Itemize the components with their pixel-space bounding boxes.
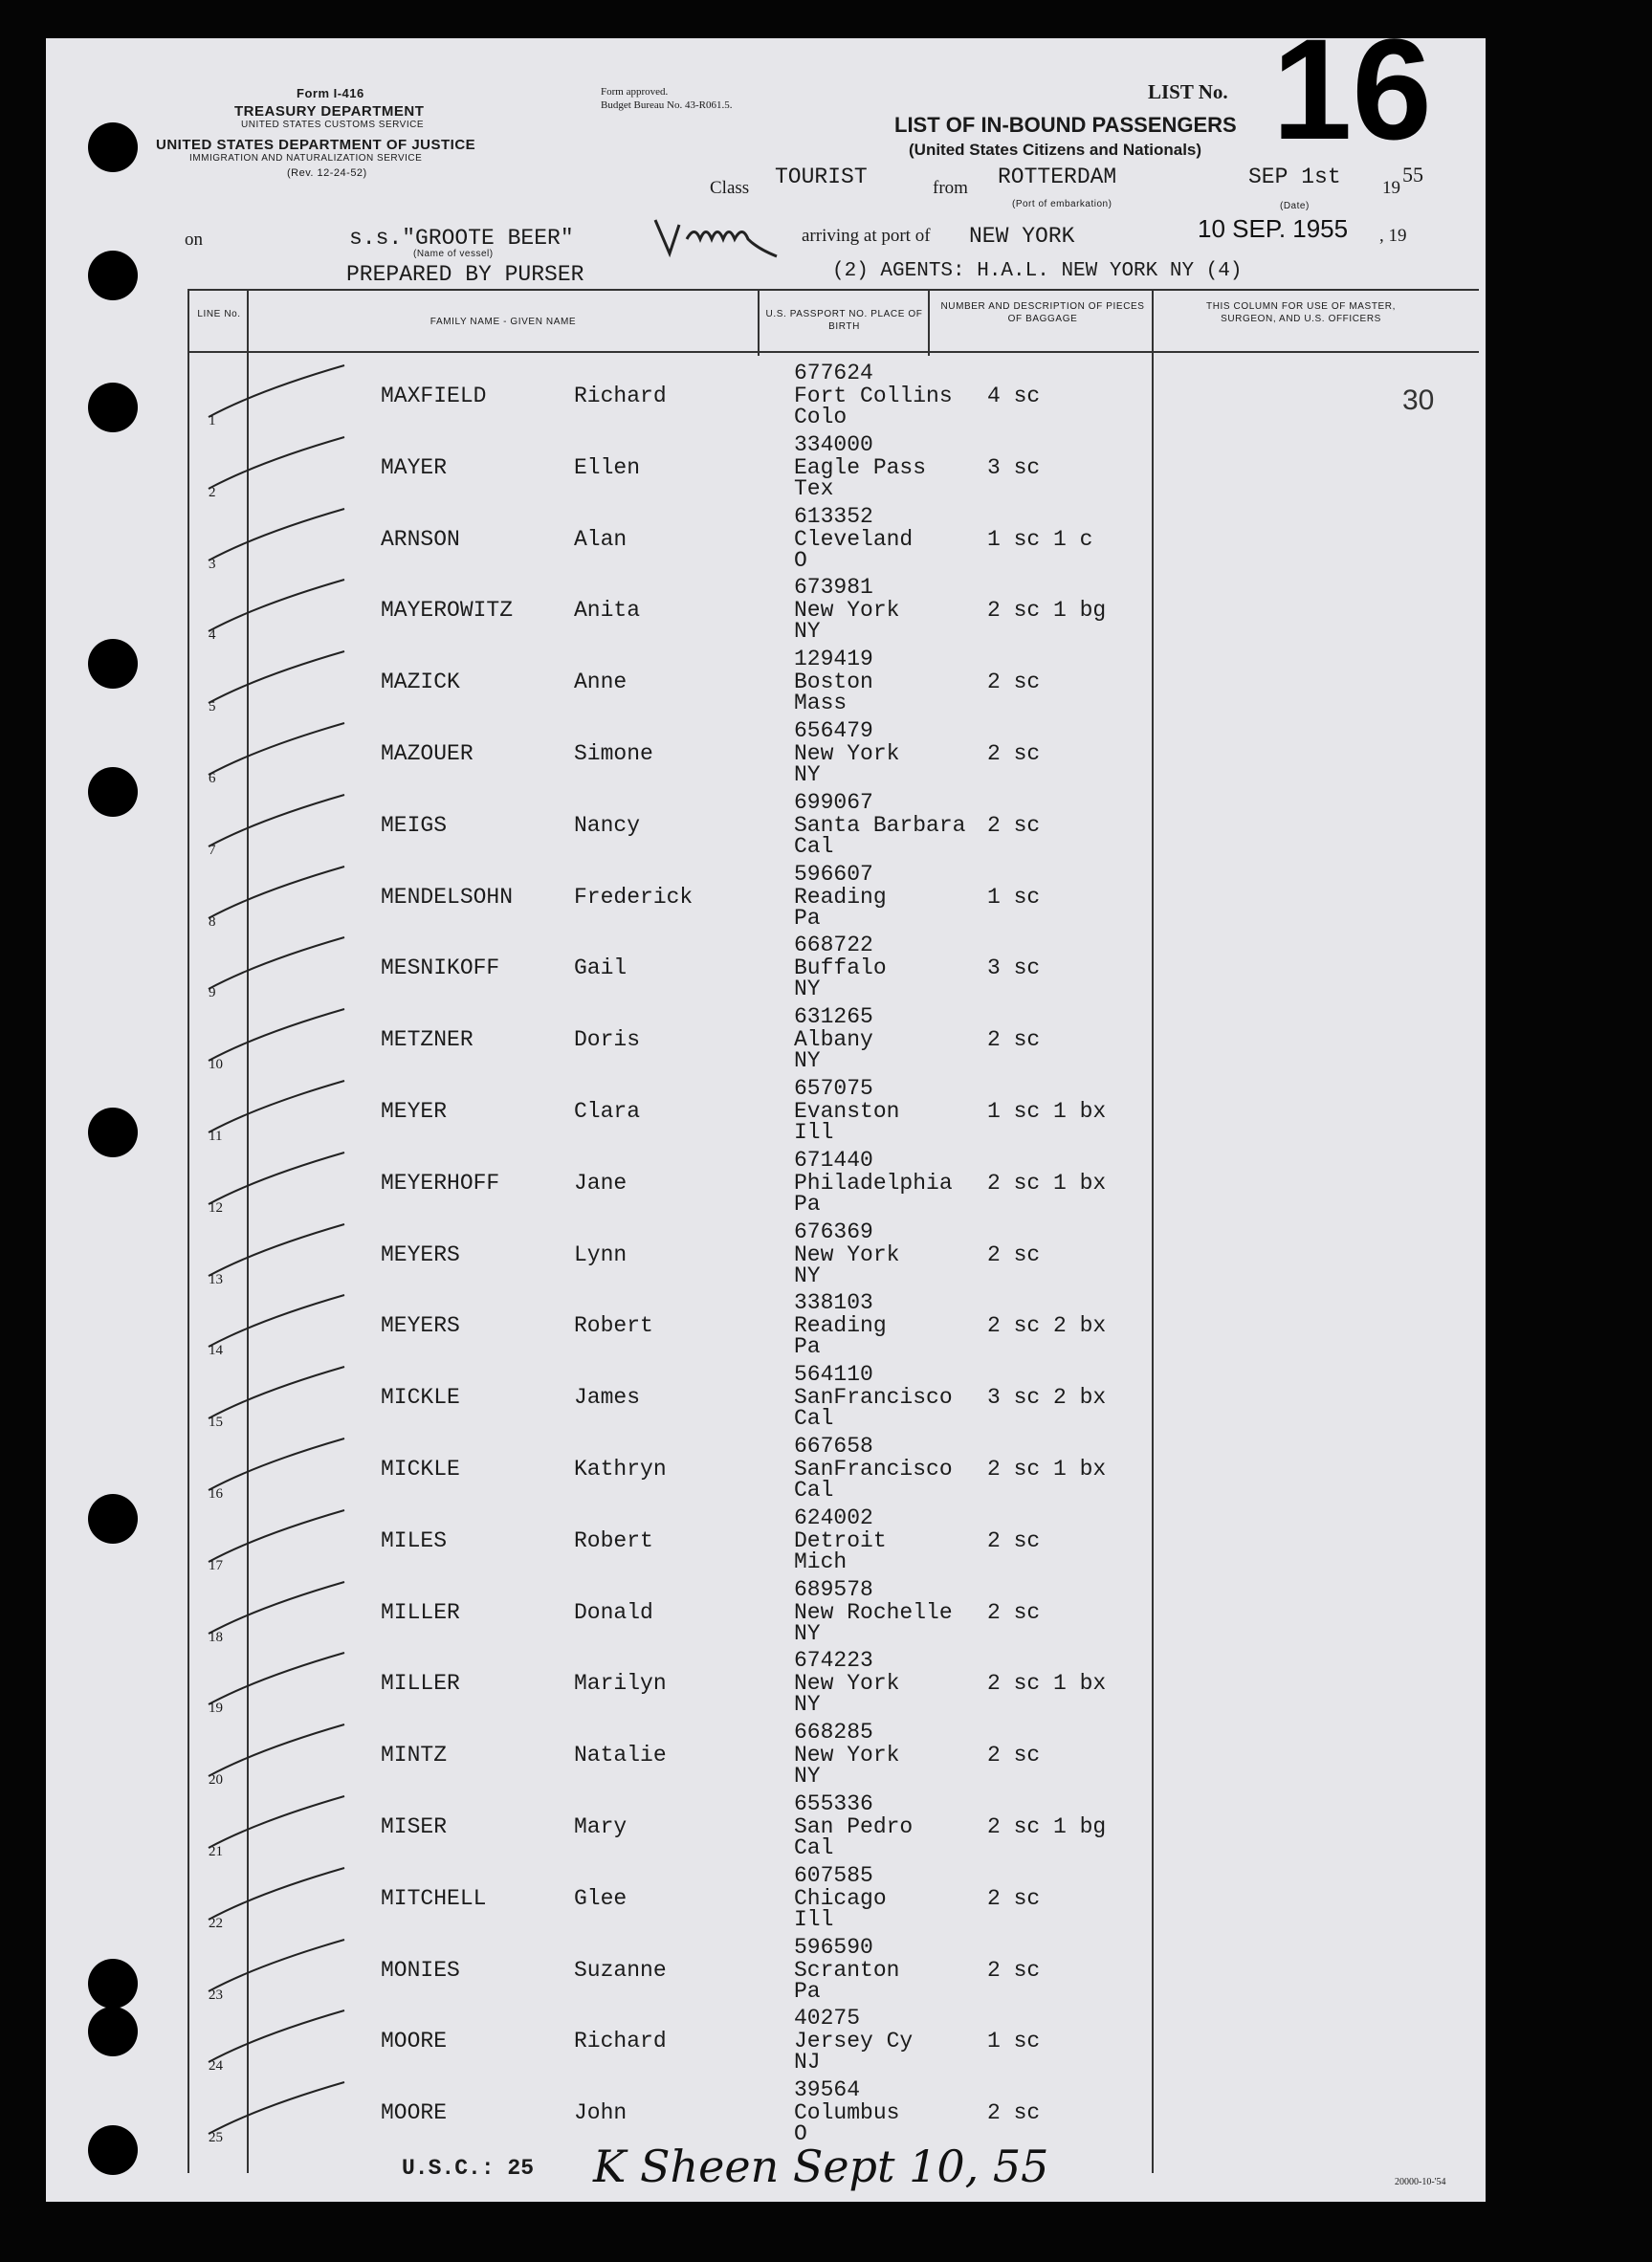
col-line-no: LINE No. xyxy=(197,309,241,319)
line-number: 2 xyxy=(209,485,216,500)
passport-number: 677624 xyxy=(794,361,873,385)
baggage: 2 sc xyxy=(987,670,1041,694)
given-name: Ellen xyxy=(574,455,641,480)
family-name: METZNER xyxy=(381,1027,474,1052)
line-number: 23 xyxy=(209,1987,223,2003)
officer-signature: K Sheen Sept 10, 55 xyxy=(593,2141,1049,2192)
table-row xyxy=(0,2006,1440,2087)
birth-state: NY xyxy=(794,1263,821,1288)
line-number: 12 xyxy=(209,1200,223,1216)
check-mark xyxy=(201,433,383,491)
table-row xyxy=(0,1219,1440,1301)
family-name: MINTZ xyxy=(381,1743,448,1768)
family-name: MICKLE xyxy=(381,1457,460,1482)
line-number: 18 xyxy=(209,1630,223,1645)
table-row xyxy=(0,1004,1440,1086)
line-number: 1 xyxy=(209,413,216,428)
line-number: 5 xyxy=(209,699,216,714)
baggage: 2 sc xyxy=(987,1242,1041,1267)
arriving-label: arriving at port of xyxy=(802,226,931,246)
baggage: 4 sc xyxy=(987,384,1041,408)
line-number: 24 xyxy=(209,2058,223,2074)
family-name: MONIES xyxy=(381,1958,460,1983)
table-row xyxy=(0,1648,1440,1729)
family-name: MICKLE xyxy=(381,1385,460,1410)
baggage: 2 sc 1 bx xyxy=(987,1457,1107,1482)
table-row xyxy=(0,1935,1440,2016)
birth-city: New York xyxy=(794,1671,900,1696)
baggage: 3 sc 2 bx xyxy=(987,1385,1107,1410)
line-number: 17 xyxy=(209,1558,223,1573)
table-top-rule xyxy=(187,289,1479,291)
birth-city: Detroit xyxy=(794,1528,887,1553)
check-mark xyxy=(201,505,383,562)
passport-number: 39564 xyxy=(794,2077,861,2102)
table-row xyxy=(0,504,1440,585)
check-mark xyxy=(201,1936,383,1993)
baggage: 2 sc 2 bx xyxy=(987,1313,1107,1338)
passport-number: 631265 xyxy=(794,1004,873,1029)
birth-state: Cal xyxy=(794,1478,834,1503)
line-number: 10 xyxy=(209,1057,223,1072)
line-number: 7 xyxy=(209,843,216,858)
uscc-count: U.S.C.: 25 xyxy=(402,2156,535,2181)
arrival-date-stamp: 10 SEP. 1955 xyxy=(1198,214,1349,243)
baggage: 2 sc xyxy=(987,1743,1041,1768)
check-mark xyxy=(201,1005,383,1063)
check-mark xyxy=(201,1291,383,1349)
baggage: 2 sc xyxy=(987,741,1041,766)
birth-city: Eagle Pass xyxy=(794,455,927,480)
birth-city: Reading xyxy=(794,885,887,910)
table-row xyxy=(0,862,1440,943)
from-label: from xyxy=(933,178,968,198)
baggage: 2 sc 1 bg xyxy=(987,1814,1107,1839)
table-row xyxy=(0,361,1440,442)
birth-city: Buffalo xyxy=(794,955,887,980)
given-name: Anita xyxy=(574,598,641,623)
family-name: MAYER xyxy=(381,455,448,480)
birth-city: Chicago xyxy=(794,1886,887,1911)
given-name: Gail xyxy=(574,955,628,980)
check-mark xyxy=(201,1649,383,1706)
table-row xyxy=(0,1076,1440,1157)
year-prefix: 19 xyxy=(1382,178,1400,198)
line-number: 6 xyxy=(209,771,216,786)
passport-number: 673981 xyxy=(794,575,873,600)
on-label: on xyxy=(185,230,203,250)
passport-number: 334000 xyxy=(794,432,873,457)
birth-city: Philadelphia xyxy=(794,1171,953,1196)
check-mark xyxy=(201,933,383,991)
birth-state: NY xyxy=(794,977,821,1001)
class-label: Class xyxy=(710,178,750,198)
check-mark xyxy=(201,1149,383,1206)
birth-city: SanFrancisco xyxy=(794,1385,953,1410)
family-name: MEYERS xyxy=(381,1313,460,1338)
birth-city: San Pedro xyxy=(794,1814,914,1839)
family-name: MOORE xyxy=(381,2029,448,2053)
baggage: 2 sc 1 bg xyxy=(987,598,1107,623)
given-name: Suzanne xyxy=(574,1958,667,1983)
passport-number: 607585 xyxy=(794,1863,873,1888)
birth-state: NY xyxy=(794,1764,821,1789)
col-name: FAMILY NAME - GIVEN NAME xyxy=(430,317,577,327)
table-row xyxy=(0,1434,1440,1515)
table-row xyxy=(0,1362,1440,1443)
birth-state: Mass xyxy=(794,691,848,715)
family-name: MILLER xyxy=(381,1600,460,1625)
form-subtitle: (United States Citizens and Nationals) xyxy=(909,141,1202,159)
birth-state: Pa xyxy=(794,1192,821,1217)
handwritten-scribble xyxy=(650,210,794,277)
birth-city: Evanston xyxy=(794,1099,900,1124)
given-name: Richard xyxy=(574,2029,667,2053)
col-baggage: NUMBER AND DESCRIPTION OF PIECES OF BAGGAGE xyxy=(940,301,1145,324)
check-mark xyxy=(201,1506,383,1564)
justice-dept: UNITED STATES DEPARTMENT OF JUSTICE xyxy=(156,137,476,153)
check-mark xyxy=(201,648,383,705)
passport-number: 674223 xyxy=(794,1648,873,1673)
given-name: Mary xyxy=(574,1814,628,1839)
birth-state: Ill xyxy=(794,1907,834,1932)
birth-city: New York xyxy=(794,1743,900,1768)
birth-city: Columbus xyxy=(794,2100,900,2125)
table-row xyxy=(0,432,1440,514)
birth-city: SanFrancisco xyxy=(794,1457,953,1482)
passport-number: 624002 xyxy=(794,1505,873,1530)
birth-state: O xyxy=(794,2121,807,2146)
given-name: Natalie xyxy=(574,1743,667,1768)
baggage: 1 sc xyxy=(987,2029,1041,2053)
given-name: Jane xyxy=(574,1171,628,1196)
birth-city: Cleveland xyxy=(794,527,914,552)
birth-state: NY xyxy=(794,762,821,787)
birth-city: Albany xyxy=(794,1027,873,1052)
birth-city: New Rochelle xyxy=(794,1600,953,1625)
baggage: 1 sc 1 bx xyxy=(987,1099,1107,1124)
check-mark xyxy=(201,791,383,848)
baggage: 2 sc xyxy=(987,1958,1041,1983)
given-name: Kathryn xyxy=(574,1457,667,1482)
list-number: 16 xyxy=(1272,9,1432,169)
vessel-name: s.s."GROOTE BEER" xyxy=(349,226,574,251)
birth-state: O xyxy=(794,548,807,573)
print-code: 20000-10-'54 xyxy=(1395,2177,1446,2187)
passport-number: 676369 xyxy=(794,1219,873,1244)
baggage: 2 sc 1 bx xyxy=(987,1671,1107,1696)
arrival-port: NEW YORK xyxy=(969,224,1075,249)
birth-city: Reading xyxy=(794,1313,887,1338)
col-officers: THIS COLUMN FOR USE OF MASTER, SURGEON, AND U.S. OFFICERS xyxy=(1205,301,1396,324)
baggage: 2 sc xyxy=(987,1886,1041,1911)
birth-state: NY xyxy=(794,1692,821,1717)
birth-state: Pa xyxy=(794,1334,821,1359)
family-name: MEIGS xyxy=(381,813,448,838)
line-number: 9 xyxy=(209,985,216,1000)
table-row xyxy=(0,790,1440,871)
birth-state: NY xyxy=(794,1621,821,1646)
binder-hole xyxy=(88,122,138,172)
check-mark xyxy=(201,1792,383,1850)
form-approved: Form approved. xyxy=(601,86,669,98)
table-row xyxy=(0,1148,1440,1229)
birth-state: Tex xyxy=(794,476,834,501)
birth-city: Santa Barbara xyxy=(794,813,966,838)
birth-state: NY xyxy=(794,619,821,644)
baggage: 2 sc xyxy=(987,2100,1041,2125)
birth-state: Pa xyxy=(794,1979,821,2004)
line-number: 16 xyxy=(209,1486,223,1502)
given-name: Richard xyxy=(574,384,667,408)
line-number: 21 xyxy=(209,1844,223,1859)
budget-bureau: Budget Bureau No. 43-R061.5. xyxy=(601,99,733,111)
date-label: (Date) xyxy=(1280,201,1310,211)
passport-number: 613352 xyxy=(794,504,873,529)
given-name: Robert xyxy=(574,1313,653,1338)
passport-number: 699067 xyxy=(794,790,873,815)
passport-number: 40275 xyxy=(794,2006,861,2031)
check-mark xyxy=(201,1077,383,1134)
given-name: John xyxy=(574,2100,628,2125)
revision: (Rev. 12-24-52) xyxy=(287,167,367,179)
prepared-by: PREPARED BY PURSER xyxy=(346,262,584,287)
birth-city: Boston xyxy=(794,670,873,694)
given-name: Donald xyxy=(574,1600,653,1625)
check-mark xyxy=(201,719,383,777)
birth-state: Colo xyxy=(794,405,848,429)
year2: , 19 xyxy=(1379,226,1407,246)
family-name: MEYER xyxy=(381,1099,448,1124)
baggage: 3 sc xyxy=(987,455,1041,480)
from-value: ROTTERDAM xyxy=(998,165,1117,189)
baggage: 2 sc xyxy=(987,813,1041,838)
line-number: 13 xyxy=(209,1272,223,1287)
family-name: MISER xyxy=(381,1814,448,1839)
birth-state: NJ xyxy=(794,2050,821,2075)
birth-state: Cal xyxy=(794,1406,834,1431)
passport-number: 655336 xyxy=(794,1791,873,1816)
birth-state: Cal xyxy=(794,834,834,859)
col-passport: U.S. PASSPORT NO. PLACE OF BIRTH xyxy=(765,309,923,332)
check-mark xyxy=(201,1363,383,1420)
family-name: MOORE xyxy=(381,2100,448,2125)
table-row xyxy=(0,933,1440,1014)
given-name: Frederick xyxy=(574,885,694,910)
table-row xyxy=(0,1720,1440,1801)
form-number: Form I-416 xyxy=(297,86,364,100)
check-mark xyxy=(201,362,383,419)
given-name: Robert xyxy=(574,1528,653,1553)
family-name: MILES xyxy=(381,1528,448,1553)
family-name: MEYERS xyxy=(381,1242,460,1267)
check-mark xyxy=(201,1578,383,1636)
binder-hole xyxy=(88,251,138,300)
line-number: 22 xyxy=(209,1916,223,1931)
given-name: Nancy xyxy=(574,813,641,838)
passport-number: 668285 xyxy=(794,1720,873,1745)
passport-number: 338103 xyxy=(794,1290,873,1315)
check-mark xyxy=(201,2078,383,2136)
family-name: MITCHELL xyxy=(381,1886,487,1911)
given-name: Simone xyxy=(574,741,653,766)
treasury-dept: TREASURY DEPARTMENT xyxy=(234,103,425,120)
given-name: Glee xyxy=(574,1886,628,1911)
table-row xyxy=(0,1505,1440,1587)
passport-number: 689578 xyxy=(794,1577,873,1602)
line-number: 11 xyxy=(209,1129,223,1144)
table-row xyxy=(0,1791,1440,1873)
family-name: MESNIKOFF xyxy=(381,955,500,980)
line-number: 25 xyxy=(209,2130,223,2145)
family-name: MEYERHOFF xyxy=(381,1171,500,1196)
birth-state: Pa xyxy=(794,906,821,931)
vessel-label: (Name of vessel) xyxy=(413,249,494,259)
birth-city: New York xyxy=(794,741,900,766)
line-number: 4 xyxy=(209,627,216,643)
family-name: MAYEROWITZ xyxy=(381,598,514,623)
passport-number: 668722 xyxy=(794,933,873,957)
table-row xyxy=(0,647,1440,728)
check-mark xyxy=(201,576,383,633)
family-name: MAZOUER xyxy=(381,741,474,766)
given-name: Clara xyxy=(574,1099,641,1124)
baggage: 2 sc xyxy=(987,1027,1041,1052)
birth-city: New York xyxy=(794,598,900,623)
family-name: MAZICK xyxy=(381,670,460,694)
table-row xyxy=(0,1577,1440,1658)
check-mark xyxy=(201,1721,383,1778)
family-name: MILLER xyxy=(381,1671,460,1696)
birth-city: New York xyxy=(794,1242,900,1267)
check-mark xyxy=(201,2007,383,2064)
family-name: ARNSON xyxy=(381,527,460,552)
given-name: Alan xyxy=(574,527,628,552)
line-number: 20 xyxy=(209,1772,223,1788)
passport-number: 129419 xyxy=(794,647,873,671)
check-mark xyxy=(201,863,383,920)
table-row xyxy=(0,575,1440,656)
given-name: Lynn xyxy=(574,1242,628,1267)
class-value: TOURIST xyxy=(775,165,868,189)
birth-state: Mich xyxy=(794,1549,848,1574)
sail-date: SEP 1st xyxy=(1248,165,1341,189)
table-row xyxy=(0,1290,1440,1372)
baggage: 2 sc xyxy=(987,1528,1041,1553)
line-number: 19 xyxy=(209,1701,223,1716)
passport-number: 657075 xyxy=(794,1076,873,1101)
agents: (2) AGENTS: H.A.L. NEW YORK NY (4) xyxy=(832,260,1243,282)
passport-number: 671440 xyxy=(794,1148,873,1173)
name-col-rule xyxy=(758,289,760,356)
birth-state: Cal xyxy=(794,1835,834,1860)
line-number: 15 xyxy=(209,1415,223,1430)
given-name: Doris xyxy=(574,1027,641,1052)
family-name: MENDELSOHN xyxy=(381,885,514,910)
passport-number: 564110 xyxy=(794,1362,873,1387)
check-mark xyxy=(201,1220,383,1278)
check-mark xyxy=(201,1435,383,1492)
baggage: 2 sc xyxy=(987,1600,1041,1625)
passport-number: 596607 xyxy=(794,862,873,887)
passport-col-rule xyxy=(928,289,930,356)
year-suffix: 55 xyxy=(1402,163,1423,187)
line-number: 14 xyxy=(209,1343,223,1358)
birth-city: Fort Collins xyxy=(794,384,953,408)
form-title: LIST OF IN-BOUND PASSENGERS xyxy=(894,113,1237,137)
line-number: 3 xyxy=(209,557,216,572)
line-number: 8 xyxy=(209,914,216,930)
table-row xyxy=(0,1863,1440,1944)
passport-number: 596590 xyxy=(794,1935,873,1960)
baggage: 1 sc 1 c xyxy=(987,527,1093,552)
baggage: 2 sc 1 bx xyxy=(987,1171,1107,1196)
birth-state: NY xyxy=(794,1048,821,1073)
ins-service: IMMIGRATION AND NATURALIZATION SERVICE xyxy=(189,153,423,164)
passport-number: 656479 xyxy=(794,718,873,743)
embark-label: (Port of embarkation) xyxy=(1012,199,1112,209)
table-header-rule xyxy=(187,351,1479,353)
baggage: 3 sc xyxy=(987,955,1041,980)
officer-annotation: 30 xyxy=(1402,384,1435,416)
baggage: 1 sc xyxy=(987,885,1041,910)
given-name: Marilyn xyxy=(574,1671,667,1696)
table-row xyxy=(0,718,1440,800)
check-mark xyxy=(201,1864,383,1922)
list-no-label: LIST No. xyxy=(1148,80,1228,103)
family-name: MAXFIELD xyxy=(381,384,487,408)
birth-state: Ill xyxy=(794,1120,834,1145)
given-name: James xyxy=(574,1385,641,1410)
birth-city: Jersey Cy xyxy=(794,2029,914,2053)
passport-number: 667658 xyxy=(794,1434,873,1459)
birth-city: Scranton xyxy=(794,1958,900,1983)
given-name: Anne xyxy=(574,670,628,694)
customs-service: UNITED STATES CUSTOMS SERVICE xyxy=(241,120,425,130)
